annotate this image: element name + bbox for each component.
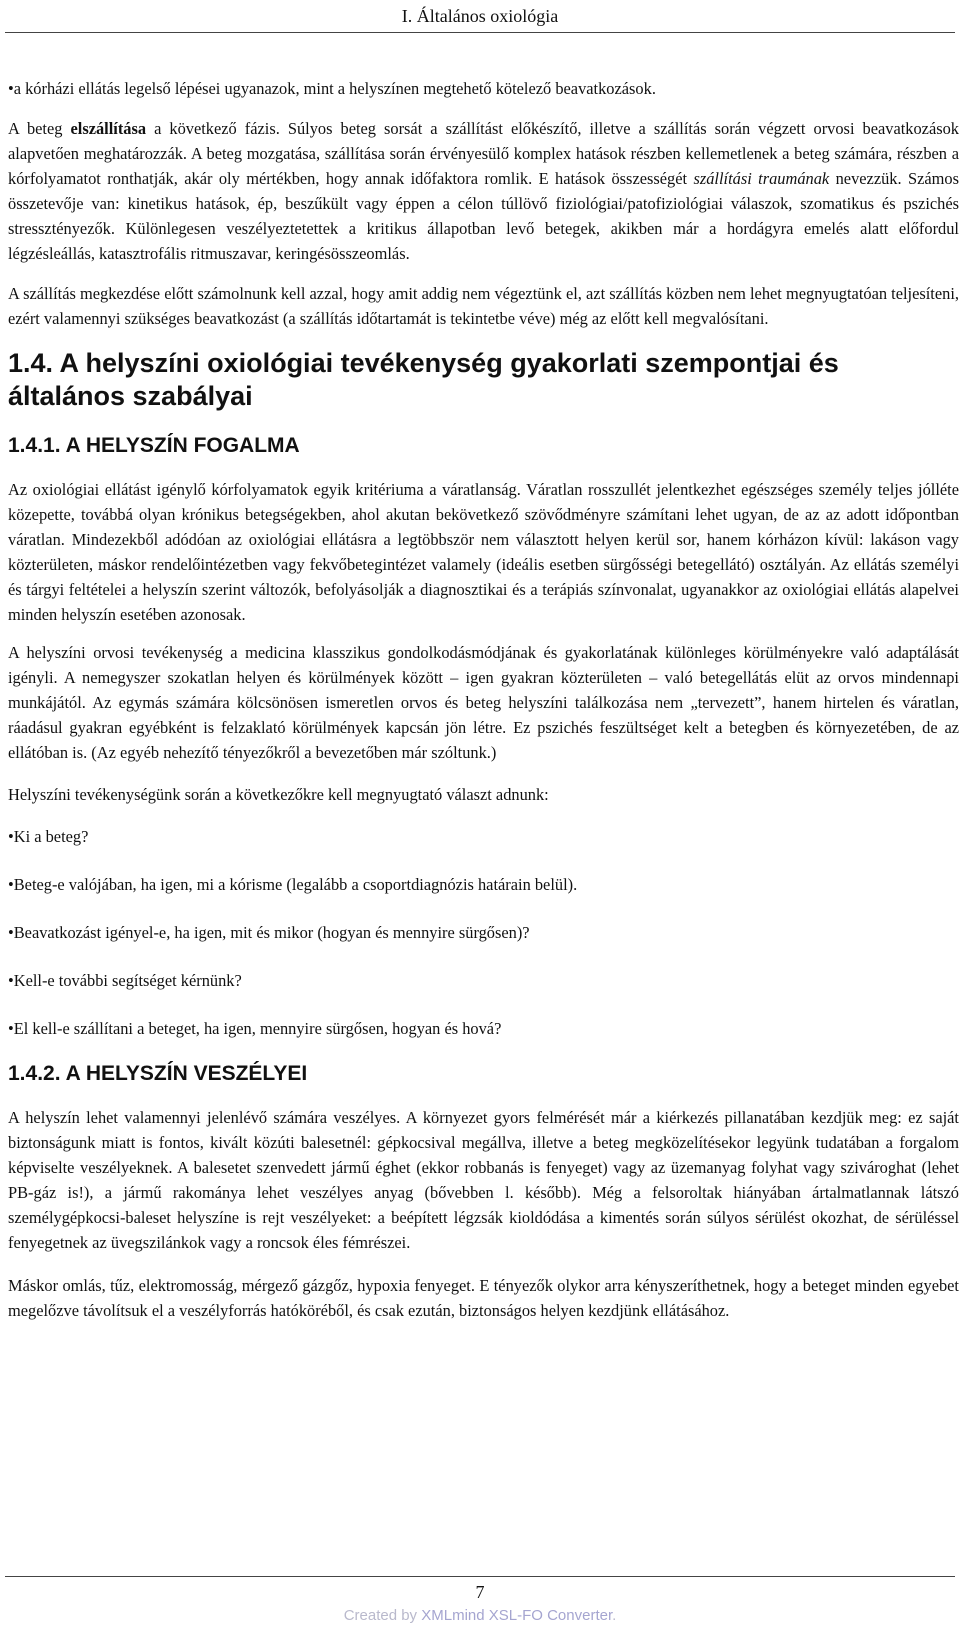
paragraph-before-transport: A szállítás megkezdése előtt számolnunk kell azzal, hogy amit addig nem végeztünk el, azt szállítás közben nem lehet megnyugtatóan teljesíteni, ezért valamennyi szükséges beavatkozást (a szállítás időtartamát is tekintetbe véve) még az előtt kell megvalósítani. <box>8 284 959 328</box>
paragraph-transport-part-b: a következő fázis. Súlyos beteg sorsát a szállítást előkészítő, illetve a szállítás során végzett orvosi beavatkozások alapvetően meghatározzák. A beteg mozgatása, szállítása során érvényesülő komplex hatások részben kellemetlenek a beteg számára, részben a kórfolyamatot ronthatják, akár oly mértékben, hogy annak időfaktora romlik. E hatások összességét <box>8 119 959 188</box>
page-number: 7 <box>475 1582 485 1602</box>
credit-prefix: Created by <box>343 1607 422 1624</box>
bullet-paragraph-hospital: •a kórházi ellátás legelső lépései ugyanazok, mint a helyszínen megtehető kötelező beavatkozások. <box>8 79 656 98</box>
section-heading-1-4: 1.4. A helyszíni oxiológiai tevékenység gyakorlati szempontjai és általános szabályai <box>8 348 839 411</box>
paragraph-transport-part-c: nevezzük. Számos összetevője van: kinetikus hatások, ép, beszűkült vagy éppen a célon túllövő fiziológiai/patofiziológiai válaszok, szomatikus és pszichés stressztényezők. Különlegesen veszélyeztetettek a kritikus állapotban levő betegek, akikben már a hordágyra emelés alatt előfordul légzésleállás, katasztrofális ritmuszavar, keringésösszeomlás. <box>8 169 959 263</box>
paragraph-questions-intro: Helyszíni tevékenységünk során a következőkre kell megnyugtató választ adnunk: <box>8 785 549 804</box>
running-header-title: I. Általános oxiológia <box>401 6 559 26</box>
page-content <box>8 76 959 1336</box>
paragraph-scene-activity: A helyszíni orvosi tevékenység a medicina klasszikus gondolkodásmódjának és gyakorlatának különleges körülményekre való adaptálását igényli. A nemegyszer szokatlan helyen és körülmények között – igen gyakran közterületen – való betegellátás elüt az orvos mindennapi munkájától. Az egymás számára kölcsönösen ismeretlen orvos és beteg helyszíni találkozása nem „tervezett”, hanem hirtelen és váratlan, ráadásul gyakran egyébként is felzaklató körülmények kapcsán jön létre. Ez pszichés feszültséget kelt a betegben és környezetében, de az ellátóban is. (Az egyéb nehezítő tényezőkről a bevezetőben már szóltunk.) <box>8 643 959 762</box>
paragraph-transport-part-a: A beteg <box>8 119 71 138</box>
list-item: •El kell-e szállítani a beteget, ha igen, mennyire sürgősen, hogyan és hová? <box>8 1019 502 1038</box>
emphasis-elszallitasa: elszállítása <box>70 119 147 138</box>
credit-brand: XMLmind XSL-FO Converter <box>421 1607 613 1624</box>
list-item: •Beteg-e valójában, ha igen, mi a kórisme (legalább a csoportdiagnózis határain belül). <box>8 875 578 894</box>
list-item: •Kell-e további segítséget kérnünk? <box>8 971 242 990</box>
paragraph-scene-dangers: A helyszín lehet valamennyi jelenlévő számára veszélyes. A környezet gyors felmérését már a kiérkezés pillanatában kezdjük meg: ez saját biztonságunk miatt is fontos, kivált közúti balesetnél: gépkocsival megállva, illetve a beteg megközelítésekor legyünk tudatában a forgalom képviselte veszélyeknek. A balesetet szenvedett jármű éghet (ekkor robbanás is fenyeget) vagy az üzemanyag folyhat vagy szivároghat (lehet PB-gáz is!), a jármű rakománya lehet veszélyes anyag (bővebben l. később). Még a felsoroltak hiányában ártalmatlannak látszó személygépkocsi-baleset helyszíne is rejt veszélyeket: a beépített légzsák kioldódása a kimentés során súlyos sérülést okozhat, de sérüléssel fenyegetnek az üvegszilánkok vagy a roncsok éles fémrészei. <box>8 1108 959 1252</box>
list-item: •Ki a beteg? <box>8 827 89 846</box>
question-list <box>8 824 959 1041</box>
footer-divider <box>5 1576 955 1577</box>
subsection-heading-1-4-2: 1.4.2. A HELYSZÍN VESZÉLYEI <box>8 1062 308 1085</box>
paragraph-scene-concept: Az oxiológiai ellátást igénylő kórfolyamatok egyik kritériuma a váratlanság. Váratlan rosszullét jelentkezhet egészséges személy teljes jólléte közepette, továbbá olyan krónikus betegségekben, ahol akutan bekövetkező szövődményre számítani lehet ugyan, de az az adott időpontban váratlan. Mindezekből adódóan az oxiológiai ellátásra a legtöbbször nem választott helyen kerül sor, hanem kórházon kívül: lakáson vagy közterületen, máskor rendelőintézetben vagy fekvőbetegintézet valamely (ideális esetben sürgősségi betegellátó) osztályán. Az ellátás személyi és tárgyi feltételei a helyszín szerint változók, befolyásolják a diagnosztikai és a terápiás színvonalat, ugyanakkor az oxiológiai ellátás alapelvei minden helyszín esetében azonosak. <box>8 480 959 624</box>
credit-suffix: . <box>612 1607 617 1624</box>
header-divider <box>5 32 955 33</box>
paragraph-other-hazards: Máskor omlás, tűz, elektromosság, mérgező gázgőz, hypoxia fenyeget. E tényezők olykor arra kényszeríthetnek, hogy a beteget minden egyebet megelőzve távolítsuk el a veszélyforrás hatóköréből, és csak ezután, biztonságos helyen kezdjünk ellátásához. <box>8 1276 959 1320</box>
list-item: •Beavatkozást igényel-e, ha igen, mit és mikor (hogyan és mennyire sürgősen)? <box>8 923 530 942</box>
emphasis-szallitasi-trauma: szállítási traumának <box>693 169 830 188</box>
subsection-heading-1-4-1: 1.4.1. A HELYSZÍN FOGALMA <box>8 434 300 457</box>
converter-credit <box>0 1606 960 1626</box>
paragraph-transport <box>8 116 959 266</box>
running-header <box>0 0 960 32</box>
